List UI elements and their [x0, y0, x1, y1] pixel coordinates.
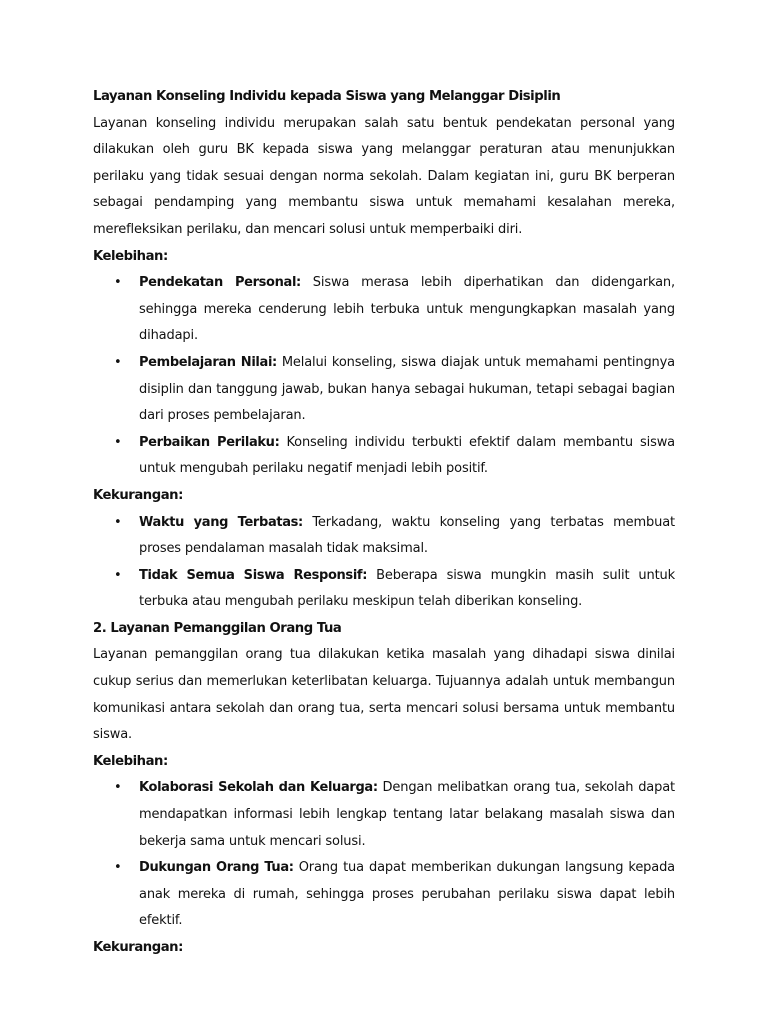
list-item-text: Dengan melibatkan orang tua, sekolah dapat mendapatkan informasi lebih lengkap tentang latar belakang masalah siswa dan bekerja sama untuk mencari solusi.: [139, 780, 675, 849]
list-item-term: Pembelajaran Nilai:: [139, 354, 277, 370]
section1-kekurangan-label: Kekurangan:: [93, 487, 183, 503]
bullet-icon: •: [114, 354, 122, 370]
bullet-icon: •: [114, 567, 122, 583]
section2-kekurangan-label: Kekurangan:: [93, 940, 183, 955]
bullet-icon: •: [114, 275, 122, 291]
section2-kelebihan-list: [93, 775, 675, 935]
list-item-text: Konseling individu terbukti efektif dalam membantu siswa untuk mengubah perilaku negatif menjadi lebih positif.: [139, 434, 675, 477]
list-item: [93, 510, 675, 563]
section2-title: 2. Layanan Pemanggilan Orang Tua: [93, 620, 342, 636]
list-item: [93, 270, 675, 350]
list-item-term: Pendekatan Personal:: [139, 275, 301, 291]
section1-kekurangan-list: [93, 510, 675, 616]
list-item: [93, 855, 675, 935]
document-page: [93, 84, 675, 962]
bullet-icon: •: [114, 860, 122, 876]
bullet-icon: •: [114, 780, 122, 796]
section2-kelebihan-label: Kelebihan:: [93, 753, 168, 769]
list-item-text: Terkadang, waktu konseling yang terbatas membuat proses pendalaman masalah tidak maksimal.: [139, 514, 675, 557]
list-item-term: Tidak Semua Siswa Responsif:: [139, 567, 368, 583]
section1-kelebihan-list: [93, 270, 675, 483]
list-item-term: Perbaikan Perilaku:: [139, 434, 280, 450]
list-item: [93, 430, 675, 483]
list-item-text: Melalui konseling, siswa diajak untuk memahami pentingnya disiplin dan tanggung jawab, bukan hanya sebagai hukuman, tetapi sebagai bagian dari proses pembelajaran.: [139, 354, 675, 424]
list-item-text: Beberapa siswa mungkin masih sulit untuk terbuka atau mengubah perilaku meskipun telah diberikan konseling.: [139, 567, 675, 610]
section1-intro: Layanan konseling individu merupakan salah satu bentuk pendekatan personal yang dilakukan oleh guru BK kepada siswa yang melanggar peraturan atau menunjukkan perilaku yang tidak sesuai dengan norma sekolah. Dalam kegiatan ini, guru BK berperan sebagai pendamping yang membantu siswa untuk memahami kesalahan mereka, merefleksikan perilaku, dan mencari solusi untuk memperbaiki diri.: [93, 115, 675, 237]
bullet-icon: •: [114, 514, 122, 530]
section1-title: Layanan Konseling Individu kepada Siswa yang Melanggar Disiplin: [93, 89, 561, 104]
list-item-term: Kolaborasi Sekolah dan Keluarga:: [139, 780, 378, 796]
list-item: [93, 775, 675, 855]
list-item-text: Orang tua dapat memberikan dukungan langsung kepada anak mereka di rumah, sehingga proses perubahan perilaku siswa dapat lebih efektif.: [139, 860, 675, 929]
list-item-term: Waktu yang Terbatas:: [139, 514, 303, 530]
list-item-text: Siswa merasa lebih diperhatikan dan didengarkan, sehingga mereka cenderung lebih terbuka untuk mengungkapkan masalah yang dihadapi.: [139, 275, 675, 344]
list-item-term: Dukungan Orang Tua:: [139, 860, 294, 876]
section1-kelebihan-label: Kelebihan:: [93, 248, 168, 264]
list-item: [93, 563, 675, 616]
bullet-icon: •: [114, 434, 122, 450]
section2-intro: Layanan pemanggilan orang tua dilakukan ketika masalah yang dihadapi siswa dinilai cukup serius dan memerlukan keterlibatan keluarga. Tujuannya adalah untuk membangun komunikasi antara sekolah dan orang tua, serta mencari solusi bersama untuk membantu siswa.: [93, 647, 675, 743]
list-item: [93, 350, 675, 430]
